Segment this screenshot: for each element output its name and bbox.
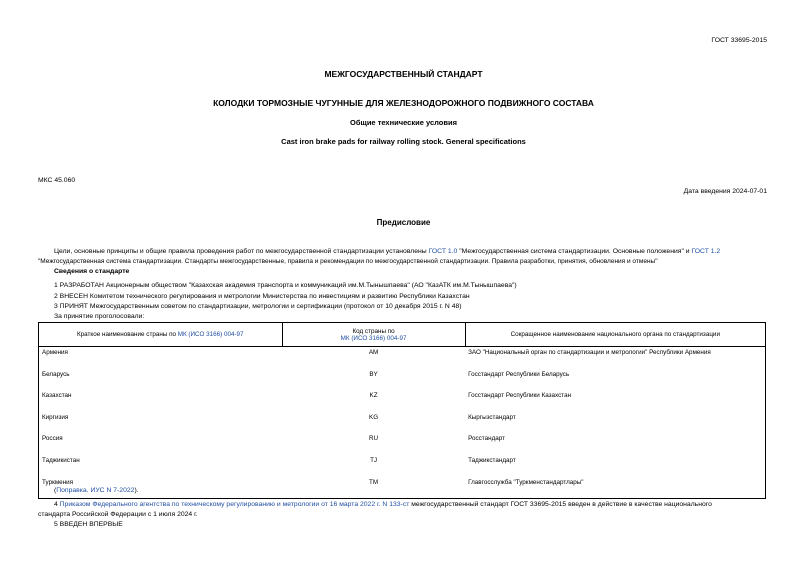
table-row — [39, 347, 766, 369]
table-row — [39, 390, 766, 412]
table-row — [39, 455, 766, 477]
country-name: Армения — [42, 349, 68, 356]
table-header-row — [39, 323, 766, 347]
mk-iso-link[interactable]: МК (ИСО 3166) 004-97 — [177, 331, 244, 338]
document-code: ГОСТ 33695-2015 — [711, 37, 767, 44]
country-name: Россия — [42, 435, 63, 443]
country-name: Таджикистан — [42, 456, 80, 464]
header-body: Сокращенное наименование национального органа по стандартизации — [465, 323, 765, 347]
preface-paragraph-line2: "Межгосударственная система стандартизации. Стандарты межгосударственные, правила и рекомендации по межгосударственной стандартизации. Правила разработки, принятия, обновления и отмены" — [38, 258, 658, 265]
table-row — [39, 412, 766, 434]
item4-num: 4 — [54, 501, 60, 508]
country-code: KZ — [369, 392, 378, 400]
table-row — [39, 369, 766, 391]
standards-body: ЗАО "Национальный орган по стандартизации и метрологии" Республики Армения — [468, 349, 711, 356]
gost-1-0-link[interactable]: ГОСТ 1.0 — [428, 248, 458, 255]
amendment-open: ( — [54, 487, 57, 494]
mk-iso-code-link[interactable]: МК (ИСО 3166) 004-97 — [340, 334, 407, 342]
standards-body: Кыргызстандарт — [468, 413, 516, 421]
item-introduced: 2 ВНЕСЕН Комитетом технического регулирования и метрологии Министерства по инвестициям и развитию Республики Казахстан — [54, 293, 470, 300]
document-subtitle: Общие технические условия — [350, 118, 457, 127]
item-approved-line2: стандарта Российской Федерации с 1 июля 2024 г. — [38, 511, 198, 518]
gost-1-2-link[interactable]: ГОСТ 1.2 — [691, 248, 721, 255]
document-title-english: Cast iron brake pads for railway rolling stock. General specifications — [281, 137, 526, 146]
header-code-text: Код страны по — [352, 327, 395, 335]
item-adopted: 3 ПРИНЯТ Межгосударственным советом по стандартизации, метрологии и сертификации (протокол от 10 декабря 2015 г. N 48) — [54, 303, 462, 310]
table-row — [39, 433, 766, 455]
country-code: BY — [369, 370, 378, 378]
voted-label: За принятие проголосовали: — [54, 313, 145, 320]
country-name: Беларусь — [42, 370, 70, 378]
standard-info-heading: Сведения о стандарте — [54, 268, 130, 275]
order-link[interactable]: Приказом Федерального агентства по техническому регулированию и метрологии от 16 марта 2022 г. N 133-ст — [59, 501, 410, 508]
standards-body: Росстандарт — [468, 435, 506, 443]
country-name: Туркмения — [42, 478, 74, 486]
header-country — [39, 323, 283, 347]
standard-type: МЕЖГОСУДАРСТВЕННЫЙ СТАНДАРТ — [324, 69, 483, 79]
item4-rest: межгосударственный стандарт ГОСТ 33695-2015 введен в действие в качестве национального — [409, 501, 712, 508]
header-code — [282, 323, 465, 347]
countries-table — [38, 322, 766, 499]
standards-body: Главгосслужба "Туркменстандартлары" — [468, 478, 584, 486]
standards-body: Таджикстандарт — [468, 456, 516, 464]
standards-body: Госстандарт Республики Казахстан — [468, 392, 572, 400]
amendment-note — [54, 486, 139, 496]
preface-paragraph — [38, 247, 720, 257]
country-code: TJ — [370, 456, 378, 464]
country-code: RU — [369, 435, 379, 443]
header-country-text: Краткое наименование страны по — [76, 331, 178, 338]
item-developed: 1 РАЗРАБОТАН Акционерным обществом "Казахская академия транспорта и коммуникаций им.М.Тынышпаева" (АО "КазАТК им.М.Тынышпаева") — [54, 282, 517, 289]
mks-code: МКС 45.060 — [38, 177, 76, 184]
item-approved — [54, 500, 712, 510]
document-title: КОЛОДКИ ТОРМОЗНЫЕ ЧУГУННЫЕ ДЛЯ ЖЕЛЕЗНОДОРОЖНОГО ПОДВИЖНОГО СОСТАВА — [213, 98, 594, 108]
country-name: Киргизия — [42, 413, 69, 421]
table-row — [39, 477, 766, 499]
standards-body: Госстандарт Республики Беларусь — [468, 370, 570, 378]
amendment-close: ). — [134, 487, 139, 494]
country-name: Казахстан — [42, 392, 72, 400]
country-code: AM — [368, 349, 379, 356]
preface-heading: Предисловие — [376, 218, 431, 227]
amendment-link[interactable]: Поправка. ИУС N 7-2022 — [56, 487, 135, 494]
preface-text-2: "Межгосударственная система стандартизации. Основные положения" и — [457, 248, 692, 255]
introduction-date: Дата введения 2024-07-01 — [683, 188, 767, 195]
item-first-introduced: 5 ВВЕДЕН ВПЕРВЫЕ — [54, 521, 123, 528]
preface-text-1: Цели, основные принципы и общие правила проведения работ по межгосударственной стандартизации установлены — [54, 248, 429, 255]
country-code: KG — [369, 413, 379, 421]
country-code: TM — [369, 478, 379, 486]
